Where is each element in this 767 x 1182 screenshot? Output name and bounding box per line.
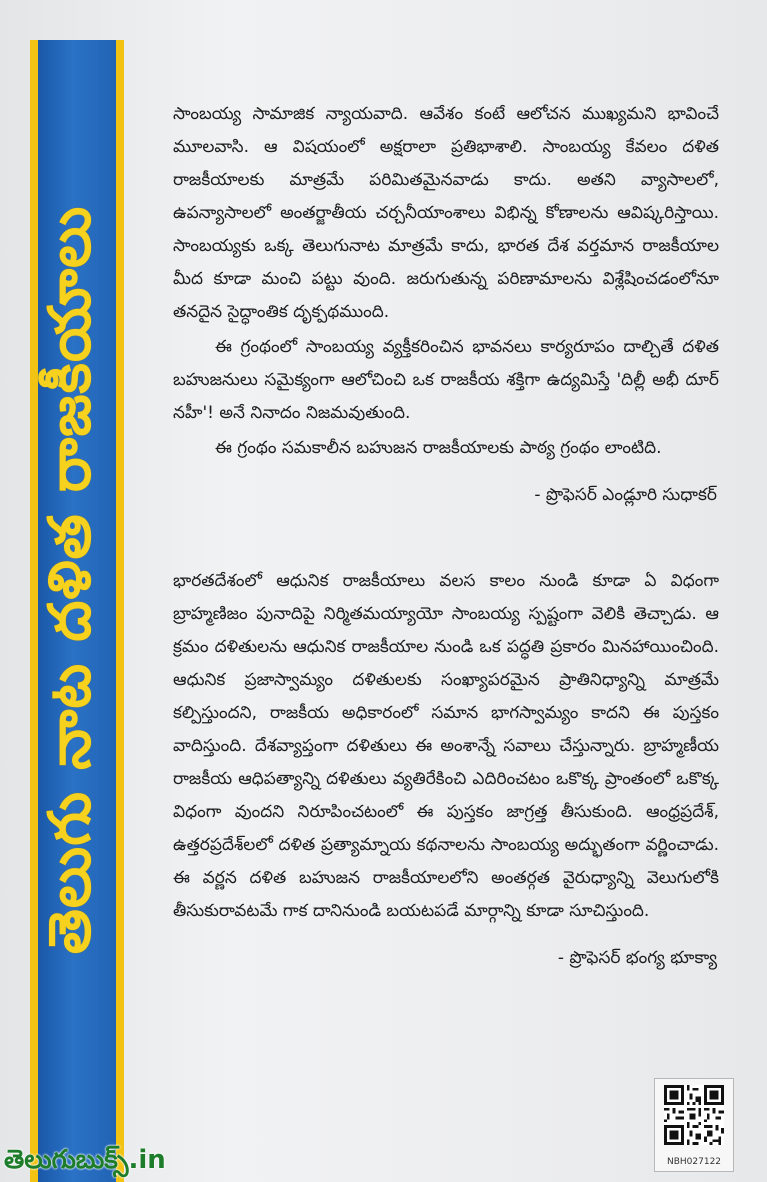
qr-code-panel: [654, 1078, 734, 1172]
blurb-1-paragraph-2: ఈ గ్రంథంలో సాంబయ్య వ్యక్తీకరించిన భావనలు కార్యరూపం దాల్చితే దళిత బహుజనులు సమైక్యంగా ఆలోచించి ఒక రాజకీయ శక్తిగా ఉద్యమిస్తే 'దిల్లీ అభీ దూర్ నహీ'! అనే నినాదం నిజమవుతుంది.: [173, 337, 719, 423]
blurb-1-attribution: - ప్రొఫెసర్ ఎండ్లూరి సుధాకర్: [534, 485, 717, 505]
blurb-block-1: [173, 98, 719, 512]
site-watermark: [4, 1145, 166, 1181]
blurb-2-paragraph-1: భారతదేశంలో ఆధునిక రాజకీయాలు వలస కాలం నుండి కూడా ఏ విధంగా బ్రాహ్మణిజం పునాదిపై నిర్మితమయ్యాయో సాంబయ్య స్పష్టంగా వెలికి తెచ్చాడు. ఆ క్రమం దళితులను ఆధునిక రాజకీయాల నుండి ఒక పద్ధతి ప్రకారం మినహాయించింది. ఆధునిక ప్రజాస్వామ్యం దళితులకు సంఖ్యాపరమైన ప్రాతినిధ్యాన్ని మాత్రమే కల్పిస్తుందని, రాజకీయ అధికారంలో సమాన భాగస్వామ్యం కాదని ఈ పుస్తకం వాదిస్తుంది. దేశవ్యాప్తంగా దళితులు ఈ అంశాన్నే సవాలు చేస్తున్నారు. బ్రాహ్మణీయ రాజకీయ ఆధిపత్యాన్ని దళితులు వ్యతిరేకించి ఎదిరించటం ఒకొక్క ప్రాంతంలో ఒకొక్క విధంగా వుందని నిరూపించటంలో ఈ పుస్తకం జాగ్రత్త తీసుకుంది. ఆంధ్రప్రదేశ్, ఉత్తరప్రదేశ్‌లలో దళిత ప్రత్యామ్నాయ కథనాలను సాంబయ్య అద్భుతంగా వర్ణించాడు. ఈ వర్ణన దళిత బహుజన రాజకీయాలలోని అంతర్గత వైరుధ్యాన్ని వెలుగులోకి తీసుకురావటమే గాక దానినుండి బయటపడే మార్గాన్ని కూడా సూచిస్తుంది.: [173, 571, 719, 921]
qr-code-label: NBH027122: [666, 1157, 722, 1167]
watermark-suffix: .in: [128, 1145, 166, 1175]
blurb-1-paragraph-3: ఈ గ్రంథం సమకాలీన బహుజన రాజకీయాలకు పాఠ్య గ్రంథం లాంటిది.: [215, 438, 662, 458]
blurb-block-2: [173, 565, 719, 975]
blurb-1-paragraph-1: సాంబయ్య సామాజిక న్యాయవాది. ఆవేశం కంటే ఆలోచన ముఖ్యమని భావించే మూలవాసి. ఆ విషయంలో అక్షరాలా ప్రతిభాశాలి. సాంబయ్య కేవలం దళిత రాజకీయాలకు మాత్రమే పరిమితమైనవాడు కాదు. అతని వ్యాసాలలో, ఉపన్యాసాలలో అంతర్జాతీయ చర్చనీయాంశాలు విభిన్న కోణాలను ఆవిష్కరిస్తాయి. సాంబయ్యకు ఒక్క తెలుగునాట మాత్రమే కాదు, భారత దేశ వర్తమాన రాజకీయాల మీద కూడా మంచి పట్టు వుంది. జరుగుతున్న పరిణామాలను విశ్లేషించడంలోనూ తనదైన సైద్ధాంతిక దృక్పథముంది.: [173, 104, 719, 322]
qr-code-icon: [664, 1085, 724, 1145]
blurb-2-attribution: - ప్రొఫెసర్ భంగ్య భూక్యా: [557, 948, 717, 968]
watermark-text: తెలుగుబుక్స్: [4, 1145, 129, 1175]
spine-title: తెలుగు నాట దళిత రాజకీయాలు: [35, 205, 104, 955]
